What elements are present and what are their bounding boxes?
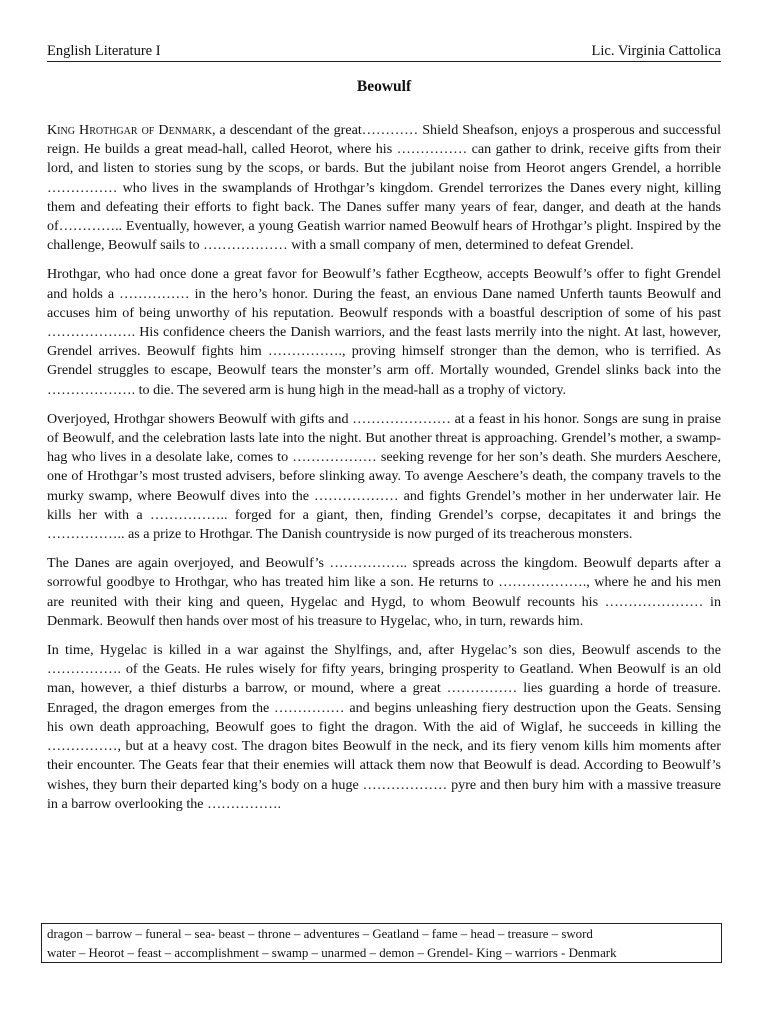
paragraph-2: Hrothgar, who had once done a great favor for Beowulf’s father Ecgtheow, accepts Beowulf’s offer to fight Grendel and holds a …………… in the hero’s honor. During the feast, an envious Dane named Unferth taunts Beowulf and accuses him of being unworthy of his reputation. Beowulf responds with a boastful description of some of his past ………………. His confidence cheers the Danish warriors, and the feast lasts merrily into the night. At last, however, Grendel arrives. Beowulf fights him ……………., proving himself stronger than the demon, who is terrified. As Grendel struggles to escape, Beowulf tears the monster’s arm off. Mortally wounded, Grendel slinks back into the ………………. to die. The severed arm is hung high in the mead-hall as a trophy of victory. <box>47 266 721 398</box>
paragraph-4: The Danes are again overjoyed, and Beowulf’s …………….. spreads across the kingdom. Beowulf departs after a sorrowful goodbye to Hrothgar, who has treated him like a son. He returns to ………………., where he and his men are reunited with their king and queen, Hygelac and Hygd, to whom Beowulf recounts his ………………… in Denmark. Beowulf then hands over most of his treasure to Hygelac, who, in turn, rewards him. <box>47 555 721 629</box>
word-bank <box>41 923 722 963</box>
page-title: Beowulf <box>356 78 412 95</box>
word-bank-line-1: dragon – barrow – funeral – sea- beast – throne – adventures – Geatland – fame – head – treasure – sword <box>47 927 593 941</box>
story-text <box>47 121 721 824</box>
word-bank-line-2: water – Heorot – feast – accomplishment – swamp – unarmed – demon – Grendel- King – warriors - Denmark <box>47 946 617 960</box>
course-name: English Literature I <box>47 43 161 59</box>
paragraph-1-lead: King Hrothgar of Denmark <box>47 122 212 138</box>
paragraph-1-text: , a descendant of the great………… Shield Sheafson, enjoys a prosperous and successful reign. He builds a great mead-hall, called Heorot, where his …………… can gather to drink, receive gifts from their lord, and listen to stories sung by the scops, or bards. But the jubilant noise from Heorot angers Grendel, a horrible …………… who lives in the swamplands of Hrothgar’s kingdom. Grendel terrorizes the Danes every night, killing them and defeating their efforts to fight back. The Danes suffer many years of fear, danger, and death at the hands of………….. Eventually, however, a young Geatish warrior named Beowulf hears of Hrothgar’s plight. Inspired by the challenge, Beowulf sails to ……………… with a small company of men, determined to defeat Grendel. <box>47 122 721 254</box>
paragraph-5: In time, Hygelac is killed in a war against the Shylfings, and, after Hygelac’s son dies, Beowulf ascends to the ……………. of the Geats. He rules wisely for fifty years, bringing prosperity to Geatland. When Beowulf is an old man, however, a thief disturbs a barrow, or mound, where a great …………… lies guarding a horde of treasure. Enraged, the dragon emerges from the …………… and begins unleashing fiery destruction upon the Geats. Sensing his own death approaching, Beowulf goes to fight the dragon. With the aid of Wiglaf, he succeeds in killing the ……………, but at a heavy cost. The dragon bites Beowulf in the neck, and its fiery venom kills him moments after their encounter. The Geats fear that their enemies will attack them now that Beowulf is dead. According to Beowulf’s wishes, they burn their departed king’s body on a huge ……………… pyre and then bury him with a massive treasure in a barrow overlooking the ……………. <box>47 642 721 812</box>
paragraph-3: Overjoyed, Hrothgar showers Beowulf with gifts and ………………… at a feast in his honor. Songs are sung in praise of Beowulf, and the celebration lasts late into the night. But another threat is approaching. Grendel’s mother, a swamp-hag who lives in a desolate lake, comes to ……………… seeking revenge for her son’s death. She murders Aeschere, one of Hrothgar’s most trusted advisers, before slinking away. To avenge Aeschere’s death, the company travels to the murky swamp, where Beowulf dives into the ……………… and fights Grendel’s mother in her underwater lair. He kills her with a …………….. forged for a giant, then, finding Grendel’s corpse, decapitates it and brings the …………….. as a prize to Hrothgar. The Danish countryside is now purged of its treacherous monsters. <box>47 410 721 543</box>
page-header <box>47 41 721 62</box>
paragraph-1 <box>47 121 721 255</box>
teacher-name: Lic. Virginia Cattolica <box>591 43 721 59</box>
